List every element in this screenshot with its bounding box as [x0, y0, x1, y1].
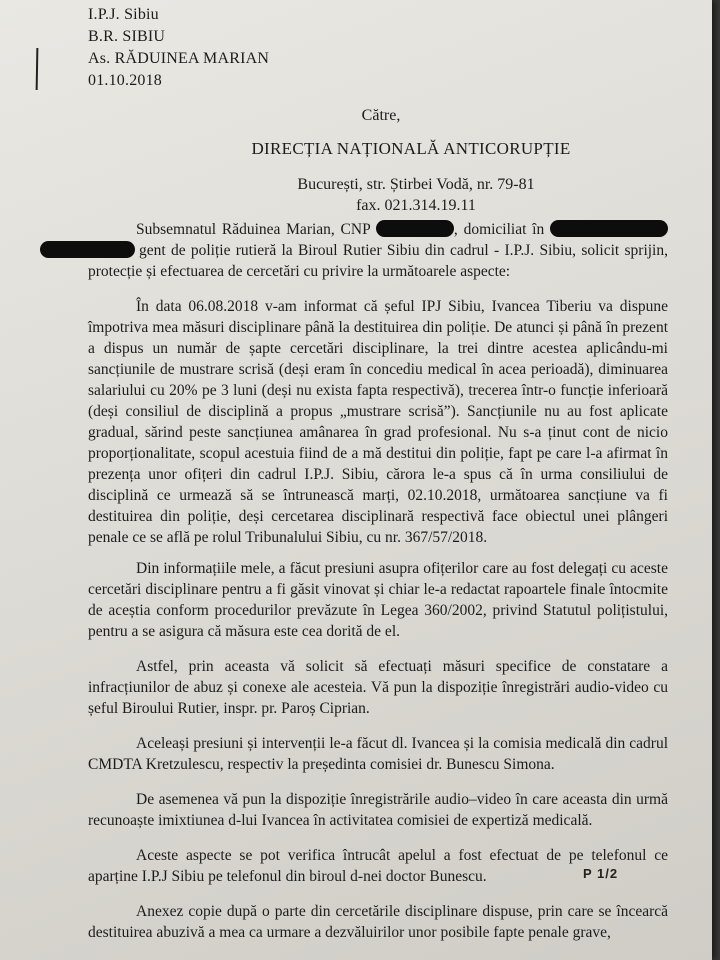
header-date: 01.10.2018	[88, 72, 162, 89]
paragraph-7: Aceste aspecte se pot verifica întrucât apelul a fost efectuat de pe telefonul ce aparține I.P.J Sibiu pe telefonul din biroul d-nei doctor Bunescu.	[88, 847, 668, 885]
redaction-cnp	[376, 220, 454, 237]
paragraph-3: Din informațiile mele, a făcut presiuni asupra ofițerilor care au fost delegați cu aceste cercetări disciplinare pentru a fi găsit vinovat și chiar le-a redactat rapoartele finale întocmite de aceștia conform procedurilor prevăzute în Legea 360/2002, privind Statutul polițistului, pentru a se asigura că măsura este cea dorită de el.	[88, 560, 668, 640]
recipient-institution: DIRECȚIA NAȚIONALĂ ANTICORUPȚIE	[251, 139, 571, 158]
header-line-2: B.R. SIBIU	[88, 28, 166, 45]
recipient-fax: fax. 021.314.19.11	[356, 197, 476, 214]
paragraph-5: Aceleași presiuni și intervenții le-a făcut dl. Ivancea și la comisia medicală din cadrul CMDTA Kretzulescu, respectiv la președinta comisiei dr. Bunescu Simona.	[88, 735, 668, 773]
recipient-address: București, str. Știrbei Vodă, nr. 79-81	[297, 176, 535, 193]
redaction-role	[40, 241, 135, 258]
paragraph-1	[88, 219, 668, 282]
paragraph-4: Astfel, prin aceasta vă solicit să efectuați măsuri specifice de constatare a infracțiunilor de abuz și conexe ale acesteia. Vă pun la dispoziție înregistrări audio-video cu șeful Biroului Rutier, inspr. pr. Paroș Ciprian.	[88, 658, 668, 717]
redaction-address	[550, 220, 668, 237]
letter-body	[88, 219, 668, 957]
recipient-to: Către,	[361, 107, 401, 124]
sender-header	[88, 4, 269, 92]
header-line-3: As. RĂDUINEA MARIAN	[88, 50, 270, 67]
pen-mark	[36, 48, 39, 90]
page-number: P 1/2	[583, 866, 619, 881]
paragraph-1-part-a: Subsemnatul Răduinea Marian, CNP	[136, 221, 371, 238]
paragraph-6: De asemenea vă pun la dispoziție înregistrările audio–video în care aceasta din urmă recunoaște imixtiunea d-lui Ivancea în activitatea comisiei de expertiză medicală.	[88, 791, 668, 829]
paragraph-2: În data 06.08.2018 v-am informat că șeful IPJ Sibiu, Ivancea Tiberiu va dispune împotriva mea măsuri disciplinare până la destituirea din poliție. De atunci și până în prezent a dispus un număr de șapte cercetări disciplinare, la trei dintre acestea aplicându-mi sancțiunile de mustrare scrisă (deși eram în concediu medical în acea perioadă), diminuarea salariului cu 20% pe 3 luni (deși nu exista fapta respectivă), trecerea într-o funcție inferioară (deși consiliul de disciplină a propus „mustrare scrisă”). Sancțiunile nu au fost aplicate gradual, sărind peste sancțiunea amânarea în grad profesional. Nu s-a ținut cont de nicio proporționalitate, scopul acestuia fiind de a mă destitui din poliție, fapt pe care l-a afirmat în prezența unor ofițeri din cadrul I.P.J. Sibiu, cărora le-a spus că în urma consiliului de disciplină ce urmează să se întrunească marți, 02.10.2018, următoarea sancțiune va fi destituirea din poliție, deși cercetarea disciplinară respectivă face obiectul unei plângeri penale ce se află pe rolul Tribunalului Sibiu, cu nr. 367/57/2018.	[88, 298, 668, 546]
paragraph-1-part-c: gent de poliție rutieră la Biroul Rutier Sibiu din cadrul - I.P.J. Sibiu, solicit sprijin, protecție și efectuarea de cercetări cu privire la următoarele aspecte:	[88, 242, 668, 280]
paragraph-1-part-b: , domiciliat în	[453, 221, 545, 238]
header-line-1: I.P.J. Sibiu	[88, 6, 159, 23]
paragraph-8: Anexez copie după o parte din cercetările disciplinare dispuse, prin care se încearcă destituirea abuzivă a mea ca urmare a dezvăluirilor unor posibile fapte penale grave,	[88, 903, 668, 941]
